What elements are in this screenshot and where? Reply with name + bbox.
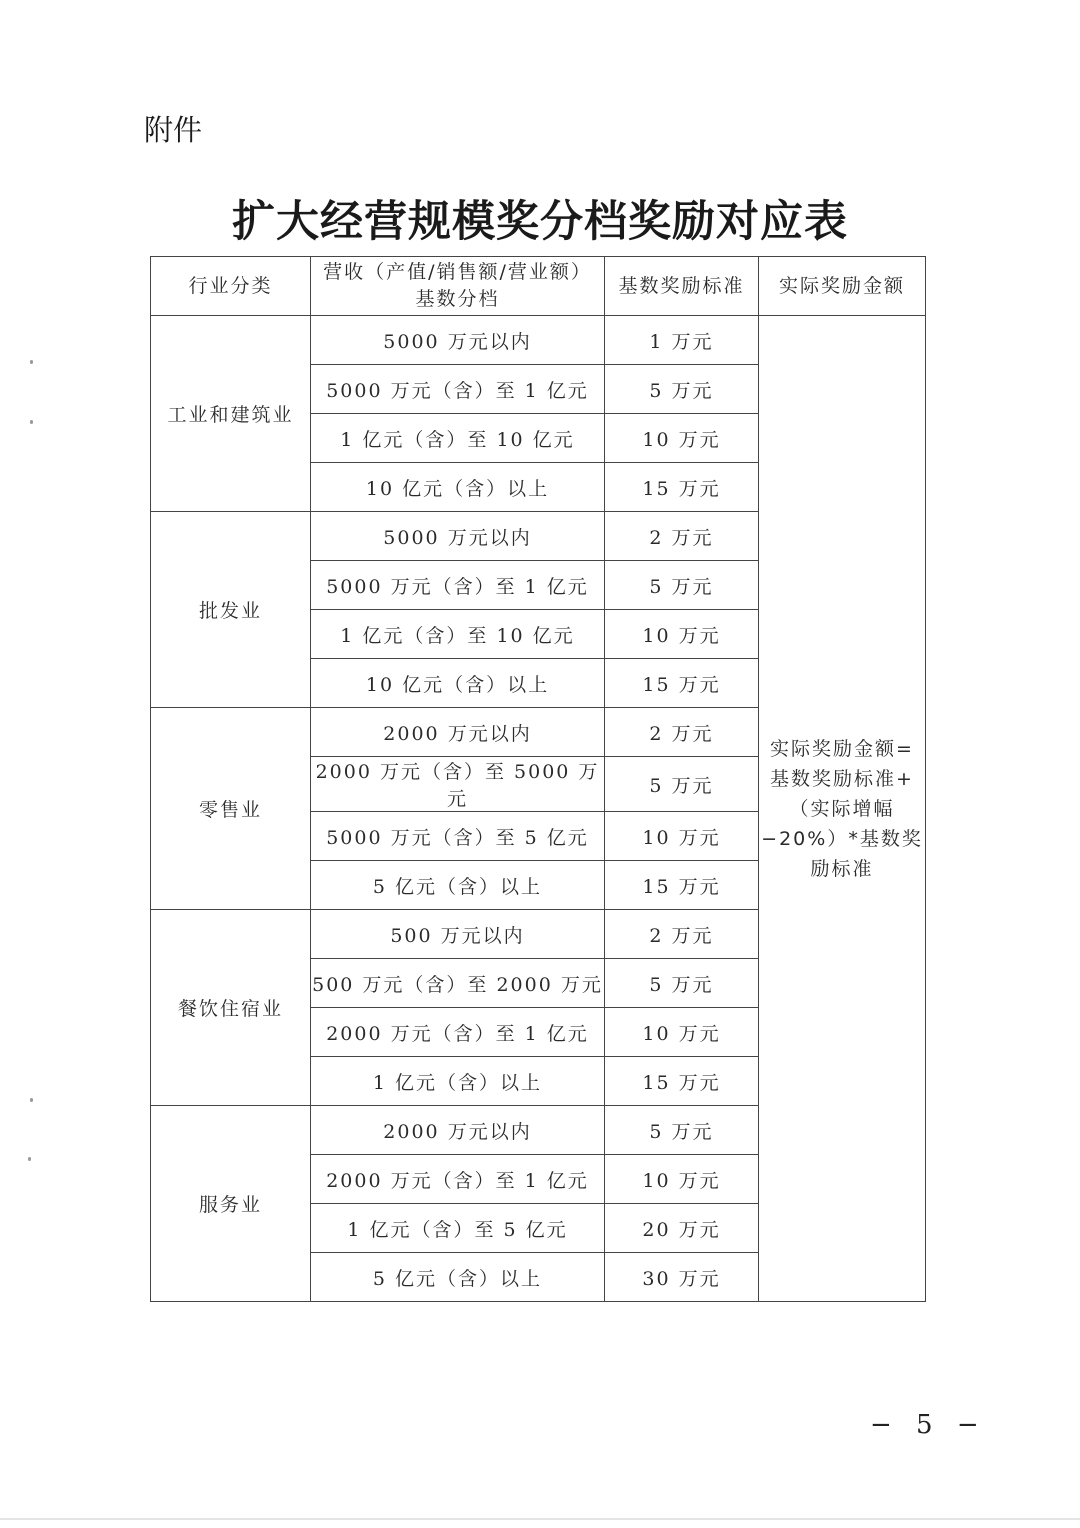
base-reward-cell: 5 万元 bbox=[605, 757, 759, 812]
revenue-tier-cell: 500 万元以内 bbox=[311, 910, 605, 959]
scan-speck bbox=[30, 420, 33, 424]
header-actual-reward: 实际奖励金额 bbox=[759, 257, 926, 316]
table-header-row bbox=[151, 257, 926, 316]
formula-line: 实际奖励金额= bbox=[770, 737, 914, 760]
revenue-tier-cell: 10 亿元（含）以上 bbox=[311, 463, 605, 512]
header-revenue-tier bbox=[311, 257, 605, 316]
revenue-tier-cell: 5000 万元以内 bbox=[311, 512, 605, 561]
revenue-tier-cell: 5 亿元（含）以上 bbox=[311, 861, 605, 910]
revenue-tier-cell: 2000 万元（含）至 5000 万元 bbox=[311, 757, 605, 812]
base-reward-cell: 5 万元 bbox=[605, 561, 759, 610]
scan-speck bbox=[30, 360, 33, 364]
revenue-tier-cell: 10 亿元（含）以上 bbox=[311, 659, 605, 708]
revenue-tier-cell: 5000 万元以内 bbox=[311, 316, 605, 365]
base-reward-cell: 10 万元 bbox=[605, 812, 759, 861]
base-reward-cell: 10 万元 bbox=[605, 1008, 759, 1057]
scan-speck bbox=[30, 1098, 33, 1102]
base-reward-cell: 2 万元 bbox=[605, 910, 759, 959]
revenue-tier-cell: 5000 万元（含）至 1 亿元 bbox=[311, 365, 605, 414]
base-reward-cell: 2 万元 bbox=[605, 708, 759, 757]
table-body bbox=[151, 316, 926, 1302]
attachment-label: 附件 bbox=[144, 113, 203, 147]
revenue-tier-cell: 1 亿元（含）至 5 亿元 bbox=[311, 1204, 605, 1253]
revenue-tier-cell: 1 亿元（含）至 10 亿元 bbox=[311, 414, 605, 463]
scan-speck bbox=[28, 1157, 31, 1161]
page-number: − 5 − bbox=[870, 1410, 987, 1440]
revenue-tier-cell: 2000 万元（含）至 1 亿元 bbox=[311, 1155, 605, 1204]
base-reward-cell: 20 万元 bbox=[605, 1204, 759, 1253]
revenue-tier-cell: 1 亿元（含）以上 bbox=[311, 1057, 605, 1106]
base-reward-cell: 1 万元 bbox=[605, 316, 759, 365]
base-reward-cell: 5 万元 bbox=[605, 365, 759, 414]
formula-line: −20%）*基数奖 bbox=[761, 827, 923, 850]
formula-line: 基数奖励标准+ bbox=[770, 767, 914, 790]
base-reward-cell: 10 万元 bbox=[605, 414, 759, 463]
revenue-tier-cell: 1 亿元（含）至 10 亿元 bbox=[311, 610, 605, 659]
actual-reward-formula-cell bbox=[759, 316, 926, 1302]
industry-cell: 餐饮住宿业 bbox=[151, 910, 311, 1106]
base-reward-cell: 5 万元 bbox=[605, 959, 759, 1008]
base-reward-cell: 10 万元 bbox=[605, 1155, 759, 1204]
base-reward-cell: 5 万元 bbox=[605, 1106, 759, 1155]
base-reward-cell: 15 万元 bbox=[605, 463, 759, 512]
revenue-tier-cell: 5000 万元（含）至 5 亿元 bbox=[311, 812, 605, 861]
table-row bbox=[151, 316, 926, 365]
reward-table bbox=[150, 256, 926, 1302]
header-industry: 行业分类 bbox=[151, 257, 311, 316]
revenue-tier-cell: 2000 万元（含）至 1 亿元 bbox=[311, 1008, 605, 1057]
document-title: 扩大经营规模奖分档奖励对应表 bbox=[232, 197, 848, 247]
industry-cell: 批发业 bbox=[151, 512, 311, 708]
base-reward-cell: 15 万元 bbox=[605, 1057, 759, 1106]
revenue-tier-cell: 500 万元（含）至 2000 万元 bbox=[311, 959, 605, 1008]
revenue-tier-cell: 2000 万元以内 bbox=[311, 708, 605, 757]
revenue-tier-cell: 2000 万元以内 bbox=[311, 1106, 605, 1155]
base-reward-cell: 30 万元 bbox=[605, 1253, 759, 1302]
base-reward-cell: 15 万元 bbox=[605, 659, 759, 708]
header-base-reward: 基数奖励标准 bbox=[605, 257, 759, 316]
header-tier-line2: 基数分档 bbox=[415, 288, 500, 310]
formula-line: （实际增幅 bbox=[789, 797, 895, 820]
header-tier-line1: 营收（产值/销售额/营业额） bbox=[323, 261, 592, 283]
base-reward-cell: 15 万元 bbox=[605, 861, 759, 910]
scan-edge-line bbox=[0, 1518, 1080, 1520]
base-reward-cell: 10 万元 bbox=[605, 610, 759, 659]
industry-cell: 零售业 bbox=[151, 708, 311, 910]
base-reward-cell: 2 万元 bbox=[605, 512, 759, 561]
industry-cell: 服务业 bbox=[151, 1106, 311, 1302]
industry-cell: 工业和建筑业 bbox=[151, 316, 311, 512]
revenue-tier-cell: 5 亿元（含）以上 bbox=[311, 1253, 605, 1302]
revenue-tier-cell: 5000 万元（含）至 1 亿元 bbox=[311, 561, 605, 610]
formula-line: 励标准 bbox=[810, 857, 874, 880]
